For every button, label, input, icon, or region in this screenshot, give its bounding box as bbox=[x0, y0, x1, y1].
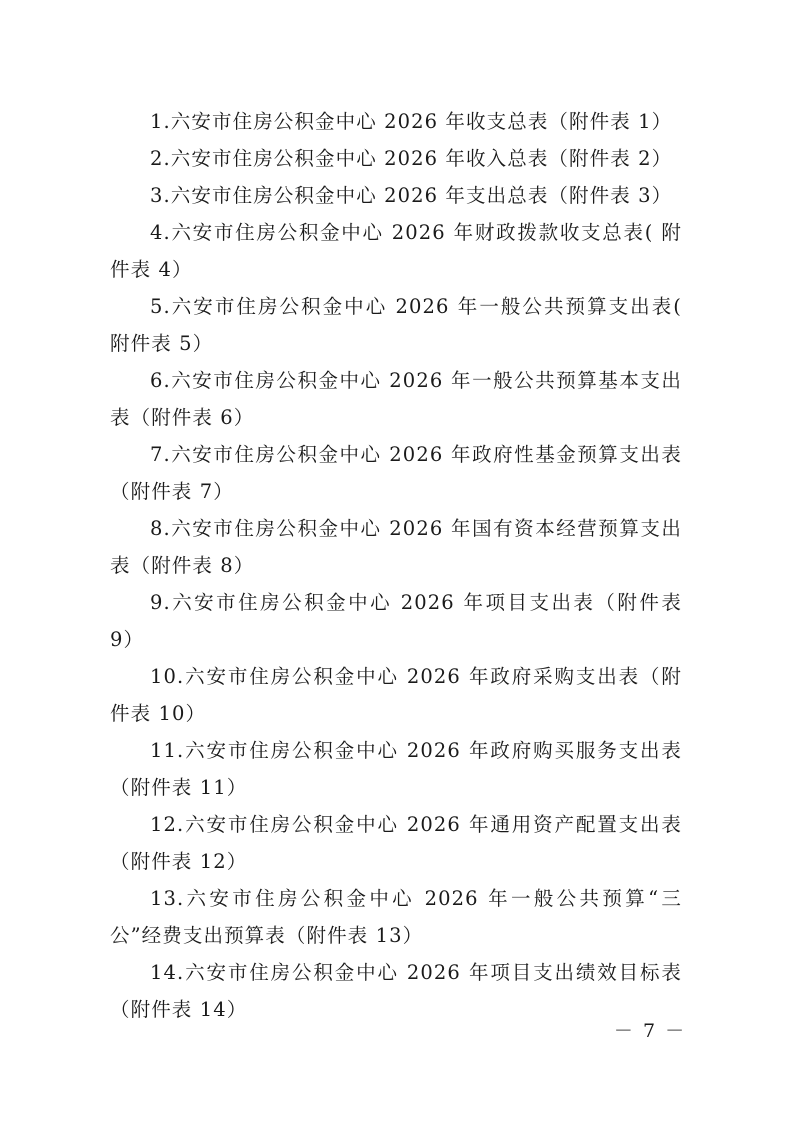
list-item-12: 12.六安市住房公积金中心 2026 年通用资产配置支出表（附件表 12） bbox=[110, 813, 682, 873]
list-item-4: 4.六安市住房公积金中心 2026 年财政拨款收支总表( 附件表 4） bbox=[110, 221, 682, 281]
list-item-5: 5.六安市住房公积金中心 2026 年一般公共预算支出表( 附件表 5） bbox=[110, 295, 682, 355]
list-item-14: 14.六安市住房公积金中心 2026 年项目支出绩效目标表（附件表 14） bbox=[110, 961, 682, 1021]
list-item-1: 1.六安市住房公积金中心 2026 年收支总表（附件表 1） bbox=[150, 110, 673, 133]
list-item-9: 9.六安市住房公积金中心 2026 年项目支出表（附件表 9） bbox=[110, 591, 682, 651]
list-item-3: 3.六安市住房公积金中心 2026 年支出总表（附件表 3） bbox=[150, 184, 673, 207]
list-item-2: 2.六安市住房公积金中心 2026 年收入总表（附件表 2） bbox=[150, 147, 673, 170]
list-item-13: 13.六安市住房公积金中心 2026 年一般公共预算“三公”经费支出预算表（附件表 13） bbox=[110, 887, 682, 947]
list-item-8: 8.六安市住房公积金中心 2026 年国有资本经营预算支出表（附件表 8） bbox=[110, 517, 682, 577]
page-number: － 7 － bbox=[613, 1020, 687, 1042]
attachment-list bbox=[110, 103, 682, 1028]
list-item-7: 7.六安市住房公积金中心 2026 年政府性基金预算支出表（附件表 7） bbox=[110, 443, 682, 503]
list-item-6: 6.六安市住房公积金中心 2026 年一般公共预算基本支出表（附件表 6） bbox=[110, 369, 682, 429]
list-item-11: 11.六安市住房公积金中心 2026 年政府购买服务支出表（附件表 11） bbox=[110, 739, 682, 799]
list-item-10: 10.六安市住房公积金中心 2026 年政府采购支出表（附件表 10） bbox=[110, 665, 682, 725]
